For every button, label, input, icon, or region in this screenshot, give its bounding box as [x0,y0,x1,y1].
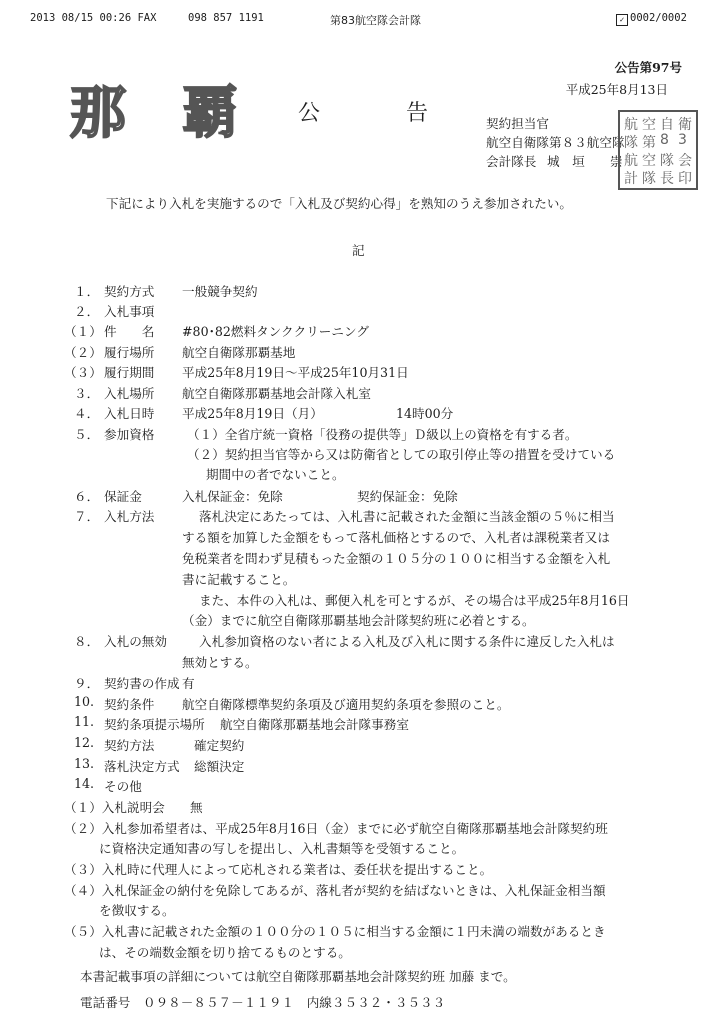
item-number: ９． [74,676,100,691]
item-number: ６． [74,489,100,504]
issuer-position: 会計隊長 [486,154,537,169]
item-label: 契約条項提示場所 [104,717,205,732]
other-item-cont: に資格決定通知書の写しを提出し、入札書類等を受領すること。 [99,841,465,856]
item-number: 10. [74,694,95,709]
item-value: 航空自衛隊那覇基地会計隊事務室 [220,717,409,732]
seal-char: 会 [678,153,692,169]
intro-text: 下記により入札を実施するので「入札及び契約心得」を熟知のうえ参加されたい。 [106,196,572,211]
other-item: （５）入札書に記載された金額の１００分の１０５に相当する金額に１円未満の端数があるとき [64,924,606,939]
ki-heading: 記 [352,243,365,258]
item-text: 落札決定にあたっては、入札書に記載された金額に当該金額の５％に相当 [199,509,615,524]
item-number: ８． [74,634,100,649]
notice-title-koku: 告 [406,101,429,126]
fax-page-indicator [616,12,687,26]
notice-date: 平成25年8月13日 [565,82,668,97]
item-value: 航空自衛隊那覇基地会計隊入札室 [182,386,371,401]
item-label: 入札事項 [104,304,155,319]
fax-page-icon: ✓ [616,14,628,26]
contact-text: 本書記載事項の詳細については航空自衛隊那覇基地会計隊契約班 加藤 まで。 [80,969,516,984]
item-label: 契約条件 [104,697,155,712]
item-text: 入札参加資格のない者による入札及び入札に関する条件に違反した入札は [199,634,615,649]
fax-number: 098 857 1191 [188,12,264,24]
seal-char: 8 [660,132,669,148]
item-number: 13. [74,756,95,771]
item-label: 入札の無効 [104,634,167,649]
item-number: ４． [74,406,100,421]
item-label: 入札方法 [104,509,155,524]
item-number: ５． [74,427,100,442]
item-value: 航空自衛隊標準契約条項及び適用契約条項を参照のこと。 [182,697,510,712]
other-item: （３）入札時に代理人によって応札される業者は、委任状を提出すること。 [64,862,493,877]
item-text: 無効とする。 [182,655,258,670]
notice-number: 公告第97号 [614,60,682,75]
item-number: 12. [74,735,95,750]
seal-char: 印 [678,171,692,187]
seal-char: 空 [642,153,656,169]
item-label: 履行場所 [104,345,155,360]
item-text: （金）までに航空自衛隊那覇基地会計隊契約班に必着とする。 [182,613,535,628]
item-label: 契約書の作成 [104,676,180,691]
item-text: また、本件の入札は、郵便入札を可とするが、その場合は平成25年8月16日 [199,593,630,608]
item-value: 契約保証金：免除 [357,489,458,504]
item-value: 平成25年8月19日～平成25年10月31日 [182,365,409,380]
sub-item-number: （１） [64,324,102,339]
item-number: １． [74,284,100,299]
fax-sender: 第83航空隊会計隊 [330,14,421,27]
other-item: （２）入札参加希望者は、平成25年8月16日（金）までに必ず航空自衛隊那覇基地会計隊契約班 [64,821,608,836]
item-label: 入札場所 [104,386,155,401]
stamp-char-ha: 覇 [182,81,238,146]
item-number: ２． [74,304,100,319]
other-item: （１）入札説明会 無 [64,800,203,815]
item-label: 入札日時 [104,406,155,421]
item-value: 確定契約 [194,738,245,753]
stamp-char-na: 那 [70,81,126,146]
item-value: 入札保証金：免除 [182,489,283,504]
item-text: （１）全省庁統一資格「役務の提供等」Ｄ級以上の資格を有する者。 [187,427,578,442]
seal-char: 計 [624,171,638,187]
issuer-role: 契約担当官 [486,116,549,131]
other-item: （４）入札保証金の納付を免除してあるが、落札者が契約を結ばないときは、入札保証金相当額 [64,883,606,898]
item-number: ３． [74,386,100,401]
fax-timestamp: 2013 08/15 00:26 FAX [30,12,157,24]
notice-title-ko: 公 [298,101,321,126]
item-value: 平成25年8月19日（月） [182,406,323,421]
item-value: 有 [182,676,195,691]
item-number: 11. [74,714,95,729]
item-text: （２）契約担当官等から又は防衛省としての取引停止等の措置を受けている [187,447,616,462]
item-number: ７． [74,509,100,524]
seal-char: 第 [642,135,656,151]
fax-page-number: 0002/0002 [630,12,687,24]
item-text: 免税業者を問わず見積もった金額の１０５分の１００に相当する金額を入札 [182,551,611,566]
other-item-cont: は、その端数金額を切り捨てるものとする。 [99,945,351,960]
phone-number: 電話番号 ０９８－８５７－１１９１ 内線３５３２・３５３３ [80,995,446,1010]
item-text: 期間中の者でないこと。 [206,467,345,482]
item-label: 履行期間 [104,365,155,380]
item-label: その他 [104,779,142,794]
sub-item-number: （２） [64,345,102,360]
item-value: 総額決定 [194,759,245,774]
issuer-name: 城 垣 崇 [547,154,623,169]
item-value: 航空自衛隊那覇基地 [182,345,296,360]
seal-char: 隊 [624,135,638,151]
item-label: 契約方法 [104,738,155,753]
item-value: 一般競争契約 [182,284,258,299]
item-label: 落札決定方式 [104,759,180,774]
naha-stamp [64,78,258,150]
issuer-org: 航空自衛隊第８３航空隊 [486,135,625,150]
seal-char: 隊 [642,171,656,187]
seal-char: 隊 [660,153,674,169]
sub-item-number: （３） [64,365,102,380]
seal-char: 長 [660,171,674,187]
item-label: 契約方式 [104,284,155,299]
seal-char: 航 [624,153,638,169]
item-text: 書に記載すること。 [182,572,296,587]
seal-char: 3 [678,132,687,148]
other-item-cont: を徴収する。 [99,903,175,918]
item-label: 件 名 [104,324,155,339]
seal-char: 航 [624,117,638,133]
official-seal [618,110,698,190]
item-label: 参加資格 [104,427,155,442]
item-value: #80･82燃料タンククリーニング [182,324,369,339]
seal-char: 衛 [678,117,692,133]
item-number: 14. [74,776,95,791]
seal-char: 空 [642,117,656,133]
item-label: 保証金 [104,489,142,504]
seal-char: 自 [660,117,674,133]
item-text: する額を加算した金額をもって落札価格とするので、入札者は課税業者又は [182,530,610,545]
item-time: 14時00分 [396,406,454,421]
